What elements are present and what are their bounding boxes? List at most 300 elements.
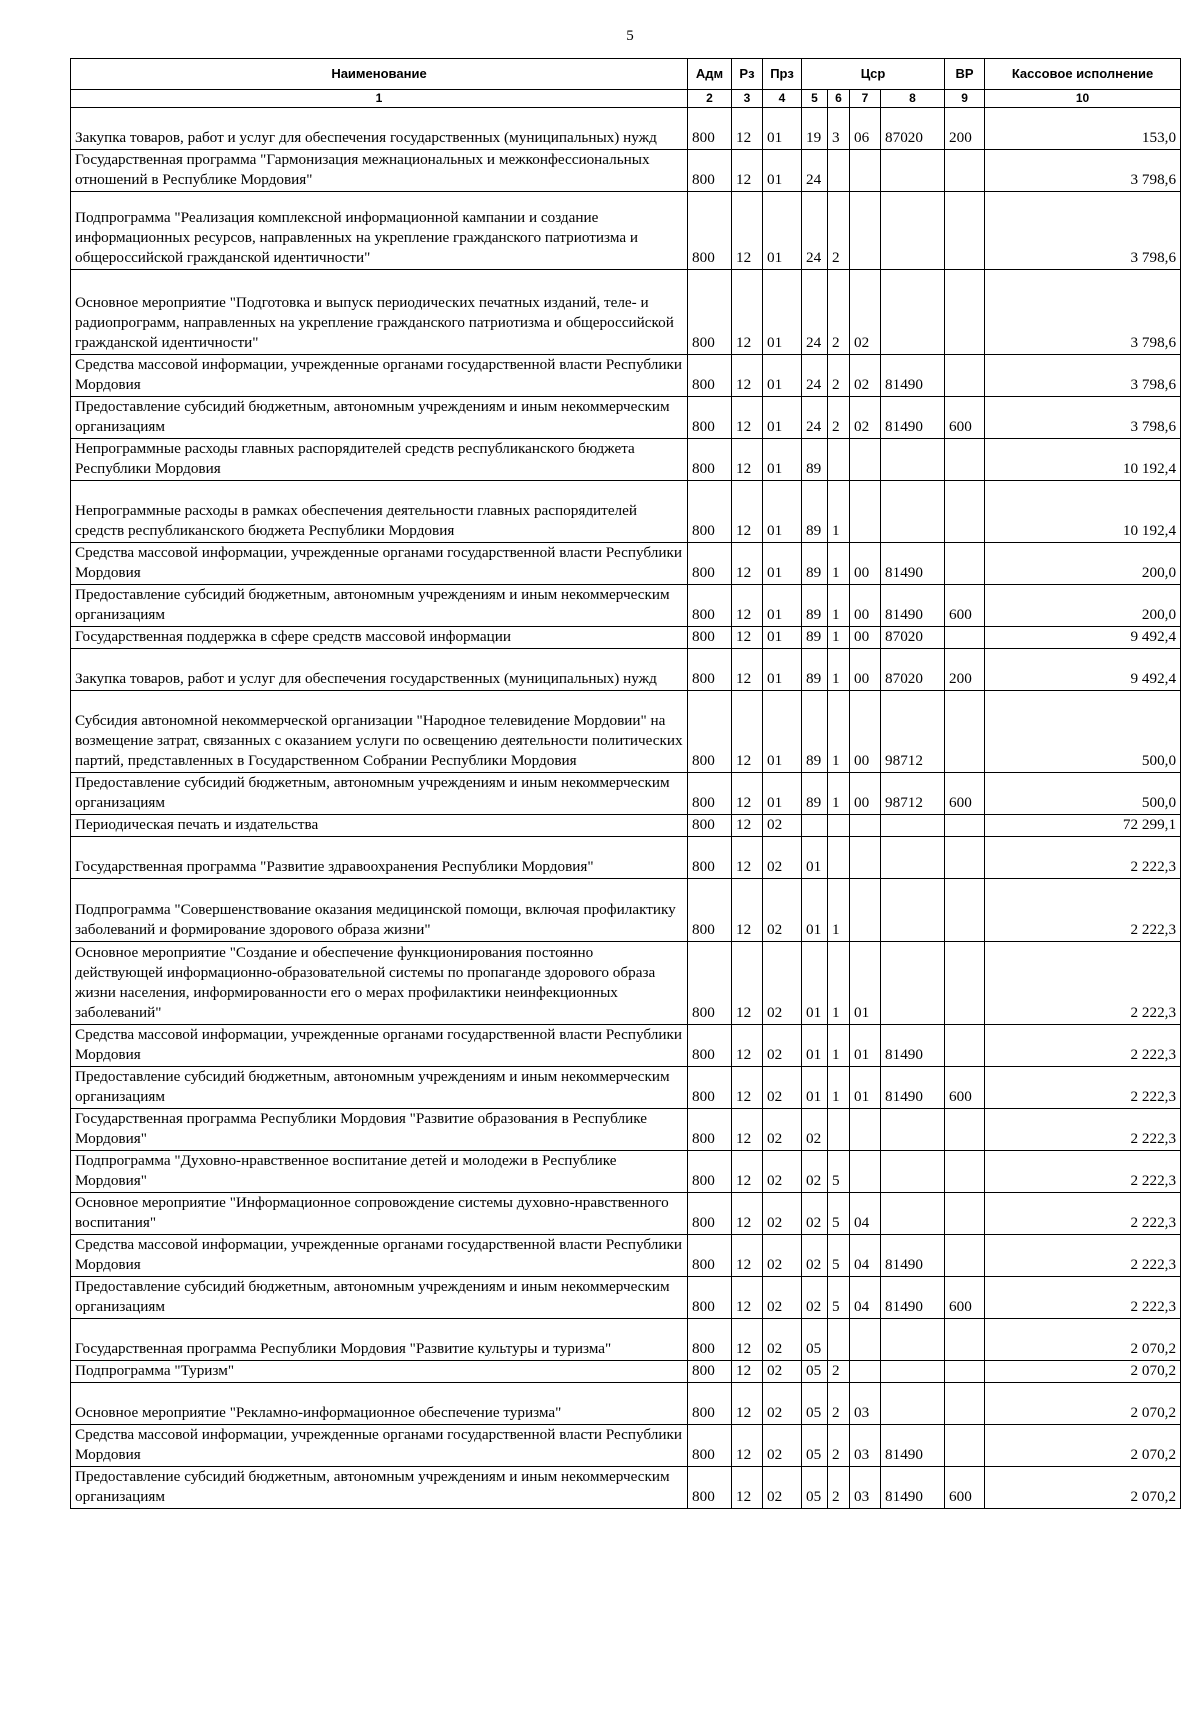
row-csr-program: 01 bbox=[802, 1025, 828, 1067]
row-csr-direction bbox=[881, 942, 945, 1025]
row-prz: 01 bbox=[763, 397, 802, 439]
row-rz: 12 bbox=[732, 1067, 763, 1109]
row-csr-direction: 87020 bbox=[881, 108, 945, 150]
row-csr-program: 24 bbox=[802, 192, 828, 270]
row-vr: 600 bbox=[945, 585, 985, 627]
row-amount: 2 222,3 bbox=[985, 1277, 1181, 1319]
row-amount: 500,0 bbox=[985, 773, 1181, 815]
row-csr-event: 02 bbox=[850, 270, 881, 355]
row-vr bbox=[945, 815, 985, 837]
row-name: Закупка товаров, работ и услуг для обеспечения государственных (муниципальных) нужд bbox=[71, 108, 688, 150]
row-csr-subprogram: 1 bbox=[828, 773, 850, 815]
row-csr-program: 05 bbox=[802, 1319, 828, 1361]
row-name: Непрограммные расходы главных распорядителей средств республиканского бюджета Республики Мордовия bbox=[71, 439, 688, 481]
row-csr-event bbox=[850, 815, 881, 837]
row-csr-subprogram: 2 bbox=[828, 355, 850, 397]
row-amount: 3 798,6 bbox=[985, 150, 1181, 192]
row-csr-subprogram bbox=[828, 1109, 850, 1151]
row-csr-direction: 81490 bbox=[881, 543, 945, 585]
row-rz: 12 bbox=[732, 815, 763, 837]
row-vr: 600 bbox=[945, 773, 985, 815]
row-prz: 02 bbox=[763, 1193, 802, 1235]
row-adm: 800 bbox=[688, 481, 732, 543]
row-prz: 02 bbox=[763, 1361, 802, 1383]
row-csr-subprogram: 1 bbox=[828, 942, 850, 1025]
row-csr-program: 89 bbox=[802, 543, 828, 585]
row-csr-program: 24 bbox=[802, 270, 828, 355]
row-csr-direction bbox=[881, 879, 945, 942]
row-vr bbox=[945, 1025, 985, 1067]
row-name: Основное мероприятие "Рекламно-информационное обеспечение туризма" bbox=[71, 1383, 688, 1425]
row-csr-subprogram: 2 bbox=[828, 1383, 850, 1425]
table-row bbox=[71, 1193, 1181, 1235]
row-amount: 2 070,2 bbox=[985, 1361, 1181, 1383]
row-csr-event: 02 bbox=[850, 397, 881, 439]
row-amount: 72 299,1 bbox=[985, 815, 1181, 837]
row-name: Основное мероприятие "Создание и обеспечение функционирования постоянно действующей информационно-образовательной системы по пропаганде здорового образа жизни населения, информированности его о мерах профилактики неинфекционных заболеваний" bbox=[71, 942, 688, 1025]
row-csr-program: 02 bbox=[802, 1193, 828, 1235]
row-csr-direction bbox=[881, 150, 945, 192]
row-adm: 800 bbox=[688, 1109, 732, 1151]
row-amount: 200,0 bbox=[985, 585, 1181, 627]
row-csr-subprogram bbox=[828, 815, 850, 837]
row-amount: 2 222,3 bbox=[985, 1109, 1181, 1151]
row-rz: 12 bbox=[732, 837, 763, 879]
page-number: 5 bbox=[626, 28, 634, 44]
row-csr-program: 89 bbox=[802, 773, 828, 815]
row-rz: 12 bbox=[732, 1277, 763, 1319]
row-adm: 800 bbox=[688, 1277, 732, 1319]
row-adm: 800 bbox=[688, 1235, 732, 1277]
row-csr-subprogram: 3 bbox=[828, 108, 850, 150]
row-csr-program: 89 bbox=[802, 691, 828, 773]
row-rz: 12 bbox=[732, 1361, 763, 1383]
row-adm: 800 bbox=[688, 108, 732, 150]
row-amount: 500,0 bbox=[985, 691, 1181, 773]
row-csr-program: 02 bbox=[802, 1109, 828, 1151]
table-row bbox=[71, 585, 1181, 627]
row-vr bbox=[945, 1109, 985, 1151]
row-name: Государственная поддержка в сфере средств массовой информации bbox=[71, 627, 688, 649]
row-csr-program: 89 bbox=[802, 649, 828, 691]
row-csr-program: 01 bbox=[802, 879, 828, 942]
row-csr-subprogram: 1 bbox=[828, 585, 850, 627]
row-vr bbox=[945, 627, 985, 649]
row-csr-program: 01 bbox=[802, 837, 828, 879]
row-amount: 2 222,3 bbox=[985, 1193, 1181, 1235]
row-amount: 2 070,2 bbox=[985, 1383, 1181, 1425]
row-rz: 12 bbox=[732, 1025, 763, 1067]
row-amount: 10 192,4 bbox=[985, 481, 1181, 543]
row-csr-event bbox=[850, 1319, 881, 1361]
row-csr-direction bbox=[881, 192, 945, 270]
row-prz: 01 bbox=[763, 355, 802, 397]
row-adm: 800 bbox=[688, 691, 732, 773]
row-rz: 12 bbox=[732, 481, 763, 543]
row-amount: 2 222,3 bbox=[985, 1025, 1181, 1067]
row-prz: 02 bbox=[763, 837, 802, 879]
row-csr-event bbox=[850, 837, 881, 879]
row-rz: 12 bbox=[732, 439, 763, 481]
row-adm: 800 bbox=[688, 1425, 732, 1467]
row-csr-direction bbox=[881, 270, 945, 355]
row-csr-event bbox=[850, 1151, 881, 1193]
row-rz: 12 bbox=[732, 773, 763, 815]
table-row bbox=[71, 1361, 1181, 1383]
row-csr-direction: 81490 bbox=[881, 1467, 945, 1509]
column-number: 4 bbox=[763, 90, 802, 108]
table-body bbox=[71, 108, 1181, 1509]
row-csr-subprogram: 5 bbox=[828, 1277, 850, 1319]
table-row bbox=[71, 837, 1181, 879]
row-csr-event: 03 bbox=[850, 1467, 881, 1509]
row-adm: 800 bbox=[688, 270, 732, 355]
row-rz: 12 bbox=[732, 543, 763, 585]
table-row bbox=[71, 1383, 1181, 1425]
table-row bbox=[71, 481, 1181, 543]
row-prz: 01 bbox=[763, 150, 802, 192]
row-csr-program: 24 bbox=[802, 397, 828, 439]
row-name: Предоставление субсидий бюджетным, автономным учреждениям и иным некоммерческим организациям bbox=[71, 773, 688, 815]
row-vr bbox=[945, 837, 985, 879]
row-name: Государственная программа Республики Мордовия "Развитие образования в Республике Мордовия" bbox=[71, 1109, 688, 1151]
row-vr bbox=[945, 192, 985, 270]
row-amount: 2 222,3 bbox=[985, 1235, 1181, 1277]
row-csr-direction: 81490 bbox=[881, 1067, 945, 1109]
table-row bbox=[71, 773, 1181, 815]
row-csr-subprogram: 2 bbox=[828, 1467, 850, 1509]
row-csr-event bbox=[850, 481, 881, 543]
row-csr-program: 05 bbox=[802, 1361, 828, 1383]
row-amount: 2 222,3 bbox=[985, 942, 1181, 1025]
table-row bbox=[71, 439, 1181, 481]
row-name: Подпрограмма "Реализация комплексной информационной кампании и создание информационных ресурсов, направленных на укрепление гражданского патриотизма и общероссийской гражданской идентичности" bbox=[71, 192, 688, 270]
row-adm: 800 bbox=[688, 1067, 732, 1109]
row-prz: 01 bbox=[763, 481, 802, 543]
row-csr-direction: 87020 bbox=[881, 649, 945, 691]
row-rz: 12 bbox=[732, 192, 763, 270]
row-adm: 800 bbox=[688, 397, 732, 439]
header-adm: Адм bbox=[688, 59, 732, 90]
row-amount: 2 070,2 bbox=[985, 1467, 1181, 1509]
header-row bbox=[71, 59, 1181, 90]
row-csr-direction bbox=[881, 1383, 945, 1425]
row-csr-program: 19 bbox=[802, 108, 828, 150]
row-vr bbox=[945, 150, 985, 192]
row-csr-event: 00 bbox=[850, 585, 881, 627]
table-row bbox=[71, 879, 1181, 942]
row-adm: 800 bbox=[688, 1151, 732, 1193]
row-adm: 800 bbox=[688, 1383, 732, 1425]
row-name: Закупка товаров, работ и услуг для обеспечения государственных (муниципальных) нужд bbox=[71, 649, 688, 691]
header-amount: Кассовое исполнение bbox=[985, 59, 1181, 90]
row-csr-subprogram: 1 bbox=[828, 691, 850, 773]
row-name: Основное мероприятие "Информационное сопровождение системы духовно-нравственного воспитания" bbox=[71, 1193, 688, 1235]
row-vr: 600 bbox=[945, 1277, 985, 1319]
row-name: Субсидия автономной некоммерческой организации "Народное телевидение Мордовии" на возмещение затрат, связанных с оказанием услуги по освещению деятельности политических партий, представленных в Государственном Собрании Республики Мордовия bbox=[71, 691, 688, 773]
row-csr-program: 05 bbox=[802, 1425, 828, 1467]
row-prz: 02 bbox=[763, 1383, 802, 1425]
row-csr-program: 89 bbox=[802, 585, 828, 627]
row-rz: 12 bbox=[732, 879, 763, 942]
row-name: Государственная программа "Развитие здравоохранения Республики Мордовия" bbox=[71, 837, 688, 879]
row-csr-subprogram: 1 bbox=[828, 1067, 850, 1109]
row-adm: 800 bbox=[688, 837, 732, 879]
row-name: Средства массовой информации, учрежденные органами государственной власти Республики Мордовия bbox=[71, 355, 688, 397]
row-amount: 2 222,3 bbox=[985, 879, 1181, 942]
row-rz: 12 bbox=[732, 1425, 763, 1467]
row-csr-direction bbox=[881, 837, 945, 879]
row-prz: 02 bbox=[763, 1025, 802, 1067]
row-rz: 12 bbox=[732, 585, 763, 627]
table-row bbox=[71, 1467, 1181, 1509]
row-amount: 10 192,4 bbox=[985, 439, 1181, 481]
column-number: 1 bbox=[71, 90, 688, 108]
row-rz: 12 bbox=[732, 1467, 763, 1509]
row-name: Предоставление субсидий бюджетным, автономным учреждениям и иным некоммерческим организациям bbox=[71, 1277, 688, 1319]
row-prz: 01 bbox=[763, 108, 802, 150]
row-amount: 3 798,6 bbox=[985, 397, 1181, 439]
row-vr bbox=[945, 1425, 985, 1467]
row-rz: 12 bbox=[732, 397, 763, 439]
table-row bbox=[71, 1151, 1181, 1193]
row-amount: 3 798,6 bbox=[985, 355, 1181, 397]
row-prz: 02 bbox=[763, 1425, 802, 1467]
row-csr-program: 89 bbox=[802, 627, 828, 649]
table-row bbox=[71, 1425, 1181, 1467]
row-name: Периодическая печать и издательства bbox=[71, 815, 688, 837]
row-amount: 2 070,2 bbox=[985, 1319, 1181, 1361]
row-vr bbox=[945, 942, 985, 1025]
row-csr-program: 24 bbox=[802, 150, 828, 192]
row-name: Предоставление субсидий бюджетным, автономным учреждениям и иным некоммерческим организациям bbox=[71, 397, 688, 439]
row-prz: 02 bbox=[763, 1235, 802, 1277]
header-vr: ВР bbox=[945, 59, 985, 90]
row-amount: 3 798,6 bbox=[985, 270, 1181, 355]
row-rz: 12 bbox=[732, 1235, 763, 1277]
row-adm: 800 bbox=[688, 355, 732, 397]
row-name: Средства массовой информации, учрежденные органами государственной власти Республики Мордовия bbox=[71, 543, 688, 585]
row-name: Предоставление субсидий бюджетным, автономным учреждениям и иным некоммерческим организациям bbox=[71, 1067, 688, 1109]
row-csr-direction: 98712 bbox=[881, 773, 945, 815]
row-csr-event: 01 bbox=[850, 942, 881, 1025]
row-amount: 200,0 bbox=[985, 543, 1181, 585]
row-vr bbox=[945, 439, 985, 481]
row-prz: 01 bbox=[763, 270, 802, 355]
table-row bbox=[71, 192, 1181, 270]
table-row bbox=[71, 627, 1181, 649]
row-adm: 800 bbox=[688, 1193, 732, 1235]
row-csr-event: 03 bbox=[850, 1383, 881, 1425]
table-row bbox=[71, 150, 1181, 192]
row-csr-program: 89 bbox=[802, 439, 828, 481]
row-amount: 2 222,3 bbox=[985, 837, 1181, 879]
row-vr bbox=[945, 355, 985, 397]
row-name: Средства массовой информации, учрежденные органами государственной власти Республики Мордовия bbox=[71, 1235, 688, 1277]
row-csr-direction: 81490 bbox=[881, 585, 945, 627]
column-number: 9 bbox=[945, 90, 985, 108]
row-csr-direction: 81490 bbox=[881, 397, 945, 439]
row-csr-event bbox=[850, 192, 881, 270]
row-csr-subprogram bbox=[828, 837, 850, 879]
column-number-row bbox=[71, 90, 1181, 108]
row-prz: 01 bbox=[763, 543, 802, 585]
row-prz: 02 bbox=[763, 1277, 802, 1319]
row-rz: 12 bbox=[732, 1151, 763, 1193]
row-csr-event bbox=[850, 150, 881, 192]
row-csr-event: 02 bbox=[850, 355, 881, 397]
row-csr-subprogram: 5 bbox=[828, 1193, 850, 1235]
row-csr-subprogram: 2 bbox=[828, 192, 850, 270]
row-csr-event bbox=[850, 439, 881, 481]
row-prz: 01 bbox=[763, 773, 802, 815]
row-prz: 01 bbox=[763, 627, 802, 649]
row-csr-direction bbox=[881, 481, 945, 543]
row-prz: 02 bbox=[763, 815, 802, 837]
row-adm: 800 bbox=[688, 192, 732, 270]
row-vr bbox=[945, 1151, 985, 1193]
row-prz: 01 bbox=[763, 192, 802, 270]
row-csr-direction bbox=[881, 1193, 945, 1235]
row-adm: 800 bbox=[688, 1467, 732, 1509]
row-csr-program: 02 bbox=[802, 1277, 828, 1319]
row-csr-event: 04 bbox=[850, 1193, 881, 1235]
table-row bbox=[71, 355, 1181, 397]
row-adm: 800 bbox=[688, 150, 732, 192]
table-row bbox=[71, 1277, 1181, 1319]
row-csr-event: 00 bbox=[850, 649, 881, 691]
row-adm: 800 bbox=[688, 815, 732, 837]
row-csr-direction: 98712 bbox=[881, 691, 945, 773]
row-csr-direction bbox=[881, 1319, 945, 1361]
row-rz: 12 bbox=[732, 942, 763, 1025]
row-prz: 01 bbox=[763, 649, 802, 691]
row-csr-subprogram: 5 bbox=[828, 1235, 850, 1277]
row-prz: 02 bbox=[763, 1151, 802, 1193]
row-csr-subprogram: 1 bbox=[828, 481, 850, 543]
row-name: Подпрограмма "Туризм" bbox=[71, 1361, 688, 1383]
row-name: Подпрограмма "Духовно-нравственное воспитание детей и молодежи в Республике Мордовия" bbox=[71, 1151, 688, 1193]
row-prz: 02 bbox=[763, 942, 802, 1025]
row-prz: 01 bbox=[763, 585, 802, 627]
row-csr-program: 89 bbox=[802, 481, 828, 543]
row-prz: 02 bbox=[763, 1467, 802, 1509]
row-prz: 01 bbox=[763, 439, 802, 481]
column-number: 8 bbox=[881, 90, 945, 108]
row-csr-subprogram bbox=[828, 1319, 850, 1361]
row-vr: 200 bbox=[945, 649, 985, 691]
row-vr bbox=[945, 543, 985, 585]
row-name: Средства массовой информации, учрежденные органами государственной власти Республики Мордовия bbox=[71, 1425, 688, 1467]
header-rz: Рз bbox=[732, 59, 763, 90]
row-csr-event: 03 bbox=[850, 1425, 881, 1467]
row-name: Средства массовой информации, учрежденные органами государственной власти Республики Мордовия bbox=[71, 1025, 688, 1067]
row-csr-direction bbox=[881, 1151, 945, 1193]
row-csr-direction bbox=[881, 815, 945, 837]
row-amount: 9 492,4 bbox=[985, 627, 1181, 649]
column-number: 5 bbox=[802, 90, 828, 108]
row-adm: 800 bbox=[688, 773, 732, 815]
row-vr bbox=[945, 1235, 985, 1277]
row-csr-direction: 81490 bbox=[881, 1235, 945, 1277]
row-rz: 12 bbox=[732, 270, 763, 355]
row-csr-direction: 81490 bbox=[881, 1277, 945, 1319]
row-amount: 9 492,4 bbox=[985, 649, 1181, 691]
row-name: Подпрограмма "Совершенствование оказания медицинской помощи, включая профилактику заболеваний и формирование здорового образа жизни" bbox=[71, 879, 688, 942]
table-row bbox=[71, 815, 1181, 837]
row-vr bbox=[945, 879, 985, 942]
row-csr-subprogram: 1 bbox=[828, 1025, 850, 1067]
row-vr bbox=[945, 1193, 985, 1235]
row-vr bbox=[945, 270, 985, 355]
row-vr: 200 bbox=[945, 108, 985, 150]
row-rz: 12 bbox=[732, 1319, 763, 1361]
table-row bbox=[71, 108, 1181, 150]
budget-table bbox=[70, 58, 1181, 1509]
row-adm: 800 bbox=[688, 1025, 732, 1067]
row-csr-subprogram: 2 bbox=[828, 1425, 850, 1467]
column-number: 3 bbox=[732, 90, 763, 108]
row-amount: 2 070,2 bbox=[985, 1425, 1181, 1467]
row-csr-direction: 81490 bbox=[881, 355, 945, 397]
table-row bbox=[71, 270, 1181, 355]
row-vr: 600 bbox=[945, 1467, 985, 1509]
row-rz: 12 bbox=[732, 150, 763, 192]
table-row bbox=[71, 691, 1181, 773]
row-csr-event: 00 bbox=[850, 543, 881, 585]
row-name: Государственная программа "Гармонизация межнациональных и межконфессиональных отношений в Республике Мордовия" bbox=[71, 150, 688, 192]
row-csr-program: 01 bbox=[802, 1067, 828, 1109]
row-csr-subprogram: 5 bbox=[828, 1151, 850, 1193]
row-rz: 12 bbox=[732, 355, 763, 397]
row-prz: 01 bbox=[763, 691, 802, 773]
row-amount: 2 222,3 bbox=[985, 1151, 1181, 1193]
row-csr-program bbox=[802, 815, 828, 837]
row-csr-event: 00 bbox=[850, 627, 881, 649]
row-adm: 800 bbox=[688, 649, 732, 691]
row-csr-program: 02 bbox=[802, 1235, 828, 1277]
row-prz: 02 bbox=[763, 1067, 802, 1109]
row-csr-event: 06 bbox=[850, 108, 881, 150]
row-csr-event bbox=[850, 1109, 881, 1151]
row-csr-program: 24 bbox=[802, 355, 828, 397]
column-number: 7 bbox=[850, 90, 881, 108]
row-csr-program: 02 bbox=[802, 1151, 828, 1193]
header-name: Наименование bbox=[71, 59, 688, 90]
row-csr-program: 01 bbox=[802, 942, 828, 1025]
row-name: Государственная программа Республики Мордовия "Развитие культуры и туризма" bbox=[71, 1319, 688, 1361]
row-vr: 600 bbox=[945, 397, 985, 439]
column-number: 10 bbox=[985, 90, 1181, 108]
row-csr-subprogram: 2 bbox=[828, 270, 850, 355]
row-csr-event: 01 bbox=[850, 1067, 881, 1109]
row-vr bbox=[945, 1361, 985, 1383]
row-csr-subprogram: 2 bbox=[828, 1361, 850, 1383]
row-csr-subprogram bbox=[828, 150, 850, 192]
row-csr-event bbox=[850, 879, 881, 942]
row-name: Предоставление субсидий бюджетным, автономным учреждениям и иным некоммерческим организациям bbox=[71, 1467, 688, 1509]
row-rz: 12 bbox=[732, 1193, 763, 1235]
table-row bbox=[71, 543, 1181, 585]
row-csr-subprogram: 1 bbox=[828, 879, 850, 942]
row-rz: 12 bbox=[732, 1383, 763, 1425]
row-csr-event: 00 bbox=[850, 691, 881, 773]
row-prz: 02 bbox=[763, 1319, 802, 1361]
row-csr-event: 04 bbox=[850, 1277, 881, 1319]
table-row bbox=[71, 1319, 1181, 1361]
row-csr-subprogram: 1 bbox=[828, 627, 850, 649]
row-csr-event: 01 bbox=[850, 1025, 881, 1067]
